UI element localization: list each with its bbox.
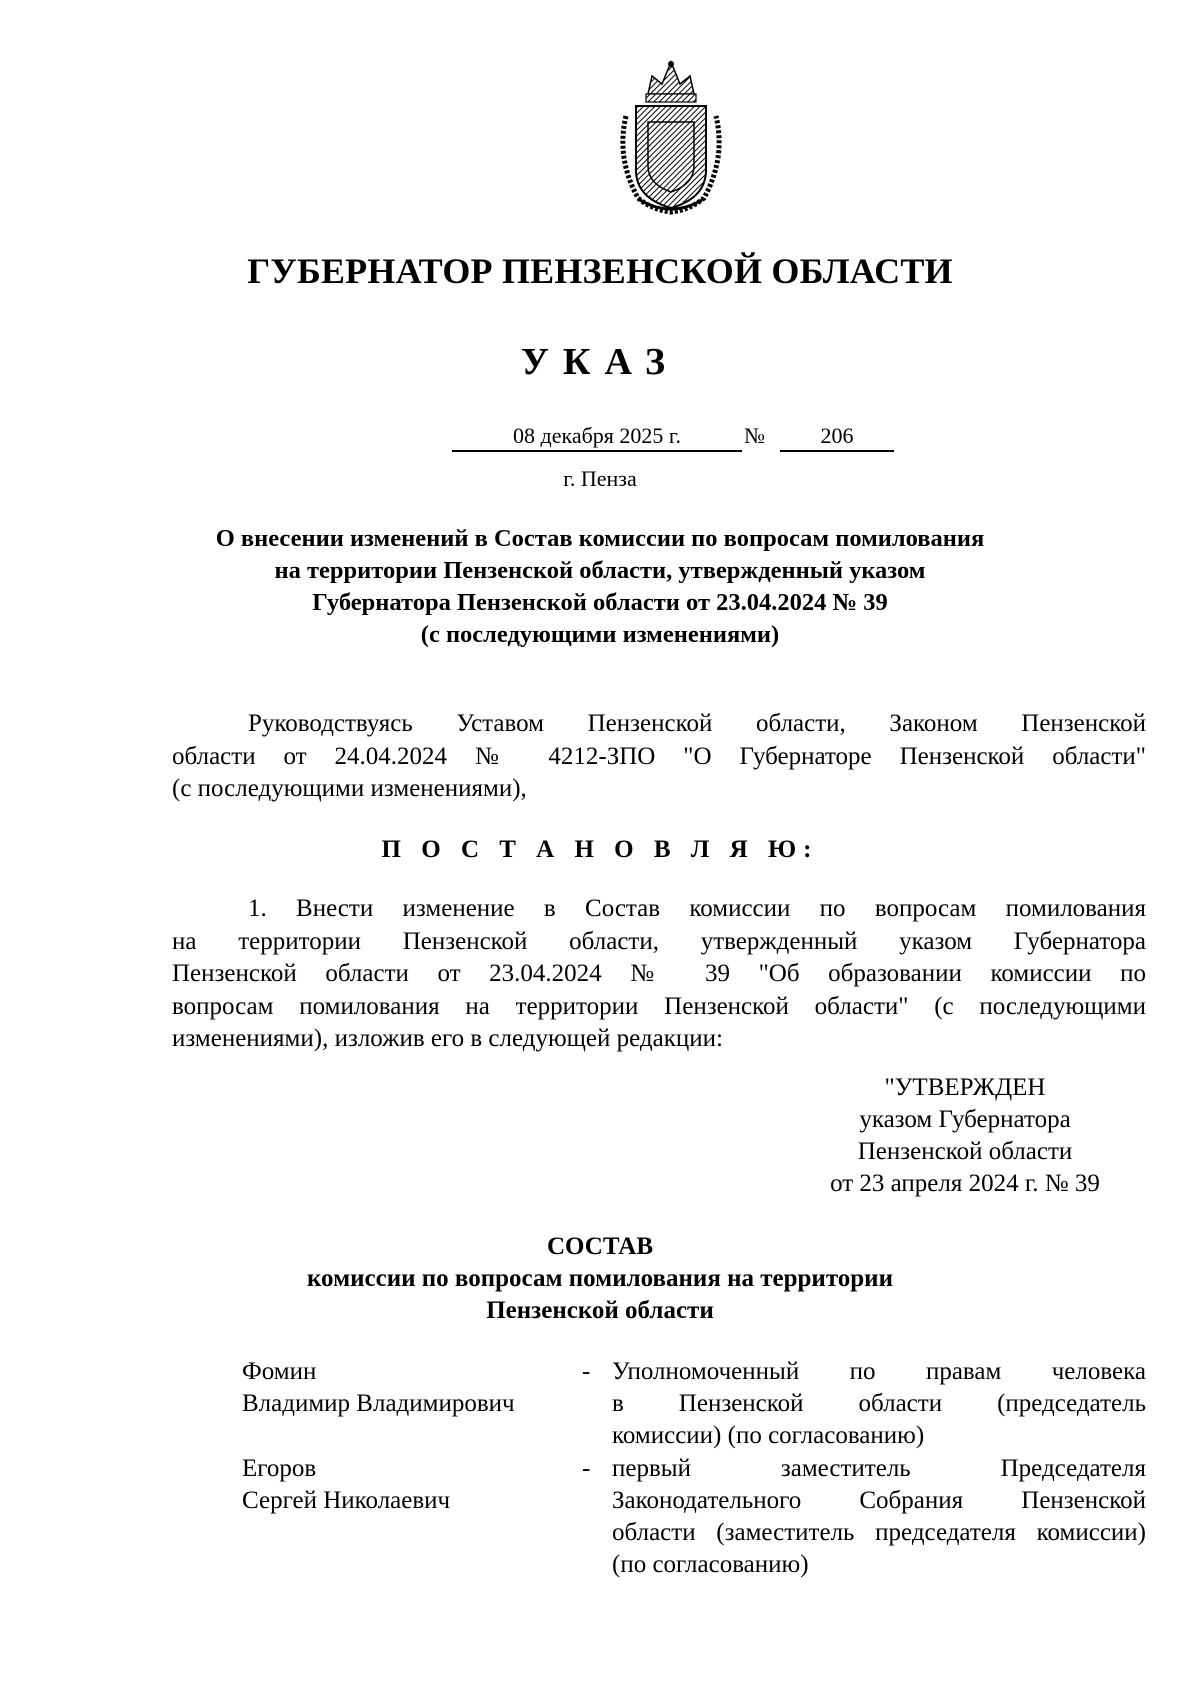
approval-line: "УТВЕРЖДЕН: [884, 1074, 1046, 1101]
subject-line: Губернатора Пензенской области от 23.04.2024 № 39: [312, 589, 888, 616]
item-1-line: вопросам помилования на территории Пензенской области" (с последующими: [172, 992, 1146, 1020]
member-dash: -: [582, 1455, 591, 1482]
member-role-line: в Пензенской области (председатель: [612, 1390, 1146, 1417]
authority-title: ГУБЕРНАТОР ПЕНЗЕНСКОЙ ОБЛАСТИ: [247, 251, 953, 291]
item-1-paragraph: [172, 893, 1146, 1056]
member-role-line: (по согласованию): [612, 1551, 809, 1578]
member-role-line: Уполномоченный по правам человека: [612, 1358, 1146, 1385]
approval-line: Пензенской области: [857, 1138, 1073, 1165]
member-role: [612, 1356, 1146, 1452]
preamble-line: области от 24.04.2024 № 4212-ЗПО "О Губернаторе Пензенской области": [172, 742, 1146, 770]
member-role-line: комиссии) (по согласованию): [612, 1422, 925, 1449]
approval-line: от 23 апреля 2024 г. № 39: [830, 1170, 1100, 1197]
subject-line: на территории Пензенской области, утвержденный указом: [274, 557, 926, 584]
number-underline: [780, 450, 894, 452]
penza-region-coat-of-arms-icon: [612, 58, 730, 216]
decree-date: 08 декабря 2025 г.: [513, 423, 681, 448]
approval-line: указом Губернатора: [859, 1106, 1071, 1133]
subject-line: (с последующими изменениями): [420, 621, 780, 648]
item-1-line: Пензенской области от 23.04.2024 № 39 "Об образовании комиссии по: [172, 960, 1146, 987]
preamble-line: Руководствуясь Уставом Пензенской области, Законом Пензенской: [248, 710, 1146, 737]
item-1-line: изменениями), изложив его в следующей редакции:: [172, 1025, 723, 1052]
city: г. Пенза: [563, 466, 637, 491]
date-underline: [452, 450, 742, 452]
composition-subtitle-line: комиссии по вопросам помилования на территории: [306, 1265, 893, 1292]
member-name: [242, 1453, 572, 1517]
composition-heading: [0, 1231, 1200, 1327]
preamble-paragraph: [172, 708, 1146, 806]
number-sign: №: [744, 423, 765, 448]
decree-word: П О С Т А Н О В Л Я Ю:: [381, 836, 819, 863]
member-role-line: области (заместитель председателя комиссии): [612, 1519, 1146, 1546]
approval-stamp: [780, 1072, 1150, 1200]
composition-title: СОСТАВ: [546, 1233, 654, 1260]
decree-number: 206: [820, 423, 854, 448]
preamble-line: (с последующими изменениями),: [172, 775, 527, 802]
member-role-line: Законодательного Собрания Пензенской: [612, 1487, 1146, 1514]
member-surname: Фомин: [242, 1358, 317, 1385]
member-surname: Егоров: [242, 1455, 317, 1482]
member-given-names: Владимир Владимирович: [242, 1390, 515, 1417]
item-1-line: 1. Внести изменение в Состав комиссии по вопросам помилования: [248, 895, 1146, 922]
member-role: [612, 1453, 1146, 1581]
member-dash: -: [582, 1358, 591, 1385]
document-type: УКАЗ: [521, 341, 679, 383]
item-1-line: на территории Пензенской области, утвержденный указом Губернатора: [172, 927, 1146, 955]
composition-subtitle-line: Пензенской области: [486, 1297, 714, 1324]
member-role-line: первый заместитель Председателя: [612, 1455, 1146, 1482]
subject-line: О внесении изменений в Состав комиссии по вопросам помилования: [215, 525, 985, 552]
member-given-names: Сергей Николаевич: [242, 1487, 451, 1514]
member-name: [242, 1356, 572, 1420]
decree-subject: [170, 523, 1030, 651]
